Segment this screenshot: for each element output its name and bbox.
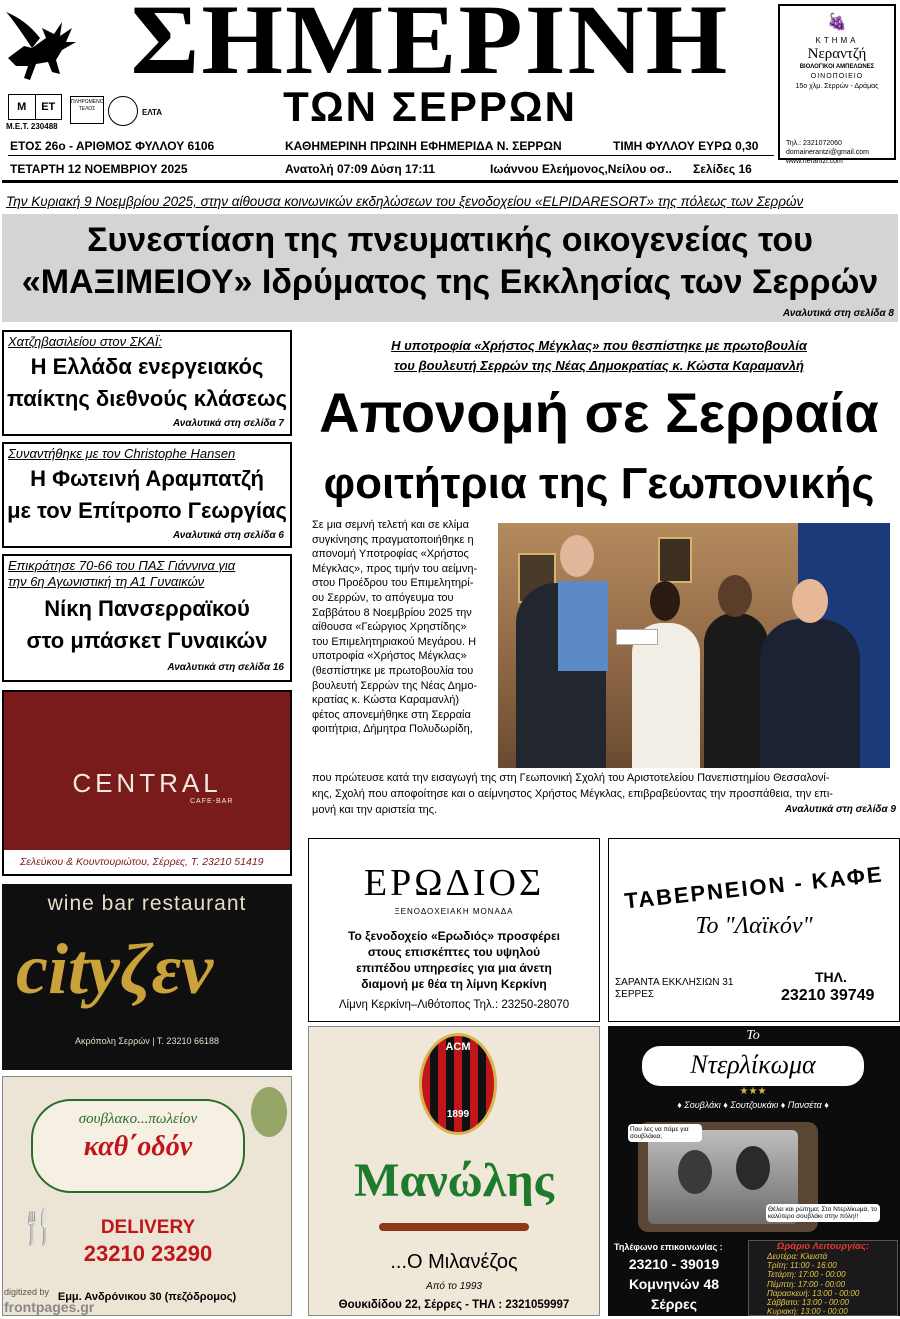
- erodios-text: στους επισκέπτες του υψηλού: [367, 945, 541, 959]
- grape-vine-icon: 🍇: [827, 14, 847, 31]
- estate-line-2: ΟΙΝΟΠΟΙΕΙΟ: [810, 73, 864, 80]
- erodios-text: Το ξενοδοχείο «Ερωδιός» προσφέρει: [348, 929, 560, 943]
- laikon-address-1: ΣΑΡΑΝΤΑ ΕΚΚΛΗΣΙΩΝ 31: [615, 977, 734, 988]
- top-story-headline-2: «ΜΑΞΙΜΕΙΟΥ» Ιδρύματος της Εκκλησίας των Σερρών: [21, 263, 879, 301]
- estate-web: www.nerantzi.com: [786, 158, 843, 165]
- nterlikoma-stars: ★★★: [739, 1086, 767, 1097]
- laikon-tel-label: ΤΗΛ.: [815, 969, 847, 985]
- main-story-body-line: στου Προέδρου του Επιμελητηρί-: [312, 577, 474, 590]
- ad-cityzen[interactable]: [2, 884, 292, 1070]
- main-story-body-line: φοιτήτρια, Δήμητρα Πολυδωρίδη,: [312, 723, 473, 736]
- nterlikoma-phone: 23210 - 39019: [628, 1256, 720, 1272]
- issue-number: ΕΤΟΣ 26ο - ΑΡΙΘΜΟΣ ΦΥΛΛΟΥ 6106: [10, 139, 215, 153]
- main-story-headline-1: Απονομή σε Σερραία: [319, 381, 879, 444]
- main-story-body-full: μονή και την αριστεία της.: [312, 804, 438, 816]
- side-story-ref: Αναλυτικά στη σελίδα 6: [172, 530, 284, 541]
- side-story-title: Η Φωτεινή Αραμπατζή: [30, 466, 264, 491]
- nterlikoma-contact-label: Τηλέφωνο επικοινωνίας :: [614, 1242, 723, 1252]
- ad-erodios[interactable]: [308, 838, 600, 1022]
- side-story-kicker: Χατζηβασιλείου στον ΣΚΑΪ:: [8, 334, 163, 349]
- acm-badge-year: 1899: [446, 1109, 470, 1120]
- photo-person: [760, 619, 860, 768]
- main-story-body-line: του Επιμελητηριακού Μεγάρου. Η: [312, 635, 477, 648]
- masthead-title: ΣΗΜΕΡΙΝΗ: [130, 0, 730, 95]
- speech-bubble-2: Θέλει και ρώτημα; Στο Ντερλίκωμα, το καλύτερο σουβλάκι στην πόλη!!: [766, 1204, 880, 1222]
- side-story-2[interactable]: [2, 442, 292, 548]
- main-story-ref: Αναλυτικά στη σελίδα 9: [784, 804, 896, 815]
- header-ad-nerantzi[interactable]: [778, 4, 896, 165]
- erodios-name: ΕΡΩΔΙΟΣ: [363, 862, 545, 904]
- side-story-title: Η Ελλάδα ενεργειακός: [30, 354, 264, 379]
- masthead-bottom-rule: [2, 180, 898, 183]
- estate-line-3: 15ο χλμ. Σερρών - Δράμας: [795, 83, 879, 90]
- kath-odon-line-1: σουβλακο...πωλείον: [78, 1111, 198, 1127]
- speech-bubble-1: Που λες να πάμε για σουβλάκια;: [628, 1124, 702, 1142]
- main-story-body-line: υποτροφία «Χρήστος Μέγκλας»: [312, 650, 467, 663]
- estate-line-1: ΒΙΟΛΟΓΙΚΟΙ ΑΜΠΕΛΩΝΕΣ: [799, 64, 875, 70]
- kath-odon-phone: 23210 23290: [83, 1241, 213, 1266]
- paid-stamp-text: ΠΛΗΡΩΜΕΝΟ ΤΕΛΟΣ: [71, 99, 104, 112]
- main-story[interactable]: [300, 330, 898, 826]
- tv-figure: [678, 1150, 712, 1194]
- laikon-line-2: Το "Λαϊκόν": [695, 913, 813, 939]
- tv-figure: [736, 1146, 770, 1190]
- cityzen-address: Ακρόπολη Σερρών | Τ. 23210 66188: [74, 1036, 219, 1046]
- ad-kath-odon[interactable]: [2, 1076, 292, 1316]
- main-story-headline-2: φοιτήτρια της Γεωπονικής: [323, 459, 875, 508]
- hours-row: Τρίτη: 11:00 - 16:00: [767, 1261, 837, 1271]
- erodios-contact: Λίμνη Κερκίνη–Λιθότοπος Τηλ.: 23250-28070: [338, 999, 570, 1011]
- kath-odon-delivery: DELIVERY: [100, 1217, 196, 1238]
- manolis-since: Από το 1993: [426, 1281, 482, 1292]
- ad-nterlikoma[interactable]: [608, 1026, 900, 1316]
- side-story-kicker: την 6η Αγωνιστική τη Α1 Γυναικών: [8, 574, 205, 589]
- estate-label: ΚΤΗΜΑ: [815, 36, 859, 45]
- main-story-body-line: Σε μια σεμνή τελετή και σε κλίμα: [312, 519, 469, 531]
- met-box-left: Μ: [9, 95, 36, 119]
- main-story-kicker-1: Η υποτροφία «Χρήστος Μέγκλας» που θεσπίστηκε με πρωτοβουλία: [391, 338, 807, 353]
- herb-icon: [251, 1087, 287, 1137]
- hours-row: Τετάρτη: 17:00 - 00:00: [767, 1270, 846, 1280]
- met-badge: [8, 94, 62, 120]
- kath-odon-address: Εμμ. Ανδρόνικου 30 (πεζόδρομος): [57, 1291, 237, 1303]
- central-address: Σελεύκου & Κουντουριώτου, Σέρρες, Τ. 23210 51419: [20, 856, 264, 868]
- hours-row: Σάββατο: 13:00 - 00:00: [767, 1298, 849, 1308]
- name-day: Ιωάννου Ελεήμονος,Νείλου οσ..: [490, 162, 672, 176]
- hours-row: Κυριακή: 13:00 - 00:00: [767, 1307, 848, 1316]
- photo-head: [650, 581, 680, 621]
- photo-head: [792, 579, 828, 623]
- footer-site[interactable]: frontpages.gr: [4, 1299, 95, 1315]
- photo-head: [560, 535, 594, 577]
- estate-phone: Τηλ.: 2321072060: [786, 140, 842, 147]
- nterlikoma-the: Το: [746, 1028, 760, 1043]
- erodios-text: διαμονή με θέα τη λίμνη Κερκίνη: [361, 977, 547, 991]
- ad-manolis[interactable]: [308, 1026, 600, 1316]
- footer-digitized: digitized by: [4, 1287, 50, 1297]
- tagline: ΚΑΘΗΜΕΡΙΝΗ ΠΡΩΙΝΗ ΕΦΗΜΕΡΙΔΑ Ν. ΣΕΡΡΩΝ: [285, 139, 562, 153]
- photo-head: [718, 575, 752, 617]
- main-story-photo: [498, 523, 890, 768]
- main-story-kicker-2: του βουλευτή Σερρών της Νέας Δημοκρατίας κ. Κώστα Καραμανλή: [394, 358, 804, 373]
- main-story-body-line: (θεσπίστηκε με πρωτοβουλία του: [312, 664, 474, 677]
- top-story-kicker: Την Κυριακή 9 Νοεμβρίου 2025, στην αίθουσα κοινωνικών εκδηλώσεων του ξενοδοχείου «ELPIDARESORT» της πόλεως των Σερρών: [6, 194, 804, 209]
- acm-badge-top: ACM: [445, 1041, 471, 1053]
- hours-row: Πέμπτη: 17:00 - 00:00: [767, 1279, 846, 1289]
- ad-laikon[interactable]: [608, 838, 900, 1022]
- hours-row: Παρασκευή: 13:00 - 00:00: [767, 1288, 860, 1298]
- masthead-rule: [8, 155, 774, 156]
- kath-odon-line-2: καθ΄οδόν: [83, 1131, 193, 1162]
- sun-times: Ανατολή 07:09 Δύση 17:11: [285, 162, 436, 176]
- main-story-body-line: αίθουσα «Γεώργιος Χρηστίδης»: [312, 621, 467, 634]
- nterlikoma-street: Κομνηνών 48: [628, 1276, 720, 1292]
- top-story-ref: Αναλυτικά στη σελίδα 8: [782, 308, 894, 319]
- elta-logo: ΕΛΤΑ: [142, 108, 163, 117]
- manolis-name: Μανώλης: [354, 1154, 554, 1207]
- hours-title: Ωράριο Λειτουργίας:: [776, 1241, 870, 1252]
- photo-person: [558, 581, 608, 671]
- ad-central[interactable]: [2, 690, 292, 876]
- paid-stamp: [70, 96, 104, 124]
- laikon-address-2: ΣΕΡΡΕΣ: [615, 989, 655, 1000]
- side-story-title: στο μπάσκετ Γυναικών: [26, 628, 268, 653]
- hours-list: [749, 1252, 897, 1316]
- side-story-ref: Αναλυτικά στη σελίδα 16: [167, 662, 284, 673]
- main-story-body-line: Μέγκλας», προς τιμήν του αείμνη-: [312, 562, 478, 575]
- nterlikoma-name: Ντερλίκωμα: [690, 1050, 816, 1079]
- page-count: Σελίδες 16: [693, 162, 752, 176]
- side-story-ref: Αναλυτικά στη σελίδα 7: [172, 418, 284, 429]
- main-story-body-line: απονομή Υποτροφίας «Χρήστος: [312, 548, 469, 561]
- central-logo: CENTRAL: [72, 768, 222, 798]
- central-sub: CAFE-BAR: [190, 798, 234, 805]
- laikon-line-1: ΤΑΒΕΡΝΕΙΟΝ - ΚΑΦΕ: [623, 861, 885, 914]
- estate-name: Νεραντζή: [807, 46, 867, 62]
- cityzen-name: cityζεν: [16, 929, 214, 1009]
- side-story-kicker: Συναντήθηκε με τον Christophe Hansen: [8, 446, 236, 461]
- masthead: [0, 0, 900, 180]
- nterlikoma-menu: ♦ Σουβλάκι ♦ Σουτζουκάκι ♦ Πανσέτα ♦: [677, 1100, 829, 1110]
- round-stamp-icon: [108, 96, 138, 126]
- photo-certificate: [616, 629, 658, 645]
- photo-person: [704, 613, 768, 768]
- side-story-title: Νίκη Πανσερραϊκού: [44, 596, 250, 621]
- met-label: Μ.Ε.Τ. 230488: [6, 122, 58, 131]
- erodios-text: επιπέδου υπηρεσίες για μια άνετη: [356, 961, 552, 975]
- met-box-right: ΕΤ: [41, 101, 56, 113]
- main-story-body-line: συγκίνησης πραγματοποιήθηκε η: [312, 533, 474, 546]
- main-story-body: [312, 518, 502, 737]
- main-story-body-full: κης, Σχολή που αποφοίτησε και ο αείμνηστος Χρήστος Μέγκλας, επιβραβεύοντας την προσπάθεια, την επι-: [312, 788, 833, 800]
- erodios-sub: ΞΕΝΟΔΟΧΕΙΑΚΗ ΜΟΝΑΔΑ: [394, 907, 514, 916]
- manolis-address: Θουκιδίδου 22, Σέρρες - ΤΗΛ : 2321059997: [338, 1299, 570, 1311]
- main-story-body-line: Σαββάτου 8 Νοεμβρίου 2025 την: [312, 606, 472, 619]
- side-story-title: παίκτης διεθνούς κλάσεως: [6, 386, 288, 411]
- issue-date: ΤΕΤΑΡΤΗ 12 ΝΟΕΜΒΡΙΟΥ 2025: [10, 162, 188, 176]
- main-story-body-line: βουλευτή Σερρών της Νέας Δημο-: [312, 679, 478, 692]
- cityzen-top: wine bar restaurant: [47, 892, 247, 915]
- hours-row: Δευτέρα: Κλειστά: [767, 1252, 828, 1261]
- main-story-body-line: φέτος απονεμήθηκε στη Σερραία: [312, 708, 471, 721]
- hours-box: [748, 1240, 898, 1316]
- price: ΤΙΜΗ ΦΥΛΛΟΥ ΕΥΡΩ 0,30: [613, 139, 759, 153]
- side-story-1[interactable]: [2, 330, 292, 436]
- top-story[interactable]: [0, 190, 900, 325]
- laikon-phone: 23210 39749: [781, 987, 875, 1004]
- skewer-icon: [379, 1223, 529, 1231]
- side-story-3[interactable]: [2, 554, 292, 682]
- photo-portrait: [658, 537, 692, 583]
- manolis-sub: ...Ο Μιλανέζος: [390, 1251, 518, 1273]
- main-story-body-full: που πρώτευσε κατά την εισαγωγή της στη Γεωπονική Σχολή του Αριστοτελείου Πανεπιστημίου Θεσσαλονί-: [312, 772, 830, 784]
- cutlery-icon: 🍴: [17, 1208, 60, 1246]
- side-story-kicker: Επικράτησε 70-66 του ΠΑΣ Γιάννινα για: [8, 558, 236, 573]
- side-story-title: με τον Επίτροπο Γεωργίας: [7, 498, 287, 523]
- masthead-subtitle: ΤΩΝ ΣΕΡΡΩΝ: [283, 83, 577, 130]
- nterlikoma-city: Σέρρες: [651, 1296, 697, 1312]
- estate-email: domainerantzi@gmail.com: [786, 149, 869, 156]
- top-story-headline-1: Συνεστίαση της πνευματικής οικογενείας του: [87, 221, 813, 259]
- main-story-body-line: ου Σερρών, το απόγευμα του: [312, 591, 454, 604]
- main-story-body-line: κρατίας κ. Κώστα Καραμανλή): [312, 694, 460, 707]
